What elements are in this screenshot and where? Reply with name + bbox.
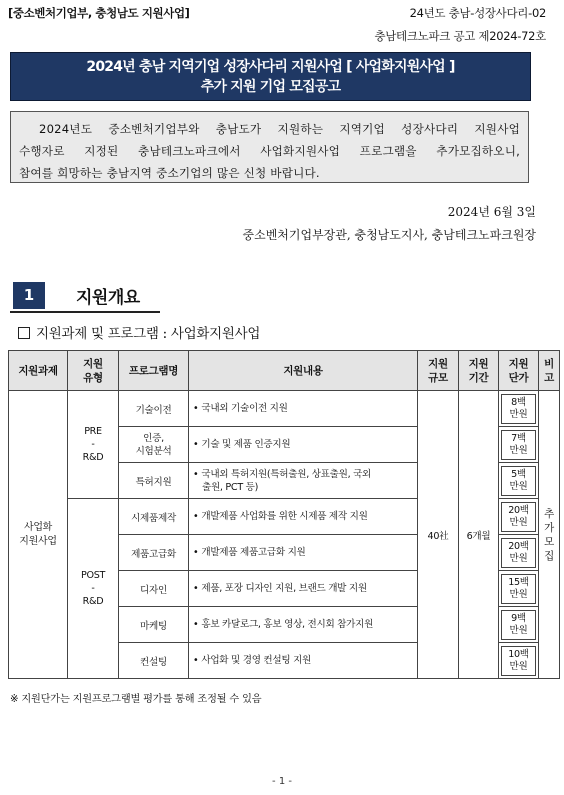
- content-text: 사업화 및 경영 컨설팅 지원: [201, 655, 312, 666]
- title-line-1: 2024년 충남 지역기업 성장사다리 지원사업 [ 사업화지원사업 ]: [86, 58, 455, 75]
- header-type-line1: 지원: [83, 357, 103, 370]
- header-unit-price: [499, 351, 539, 391]
- unit-label: 만원: [509, 588, 528, 600]
- unit-label: 만원: [509, 408, 528, 420]
- section-number-badge: 1: [13, 282, 45, 309]
- content-text-line2: 출원, PCT 등): [202, 481, 259, 493]
- title-line-2: 추가 지원 기업 모집공고: [200, 78, 341, 95]
- type-pre-label: PRE: [84, 426, 102, 437]
- type-post-label: POST: [80, 570, 106, 581]
- unit-amount: 20백: [508, 540, 529, 552]
- program-cell: [119, 535, 189, 571]
- unit-label: 만원: [509, 516, 528, 528]
- header-notice-number: 충남테크노파크 공고 제2024-72호: [374, 29, 546, 43]
- remark-char: 추: [544, 507, 554, 520]
- content-cell: [189, 499, 418, 535]
- unit-amount: 20백: [508, 504, 529, 516]
- table-row: [9, 391, 560, 427]
- scale-cell: 40社: [418, 391, 459, 679]
- header-scale-line2: 규모: [428, 371, 448, 384]
- program-name: 인증,: [143, 432, 164, 444]
- task-line-2: 지원사업: [19, 535, 57, 547]
- unit-label: 만원: [509, 552, 528, 564]
- unit-label: 만원: [509, 660, 528, 672]
- program-name: 디자인: [140, 584, 167, 596]
- content-text: 홍보 카달로그, 홍보 영상, 전시회 참가지원: [201, 619, 374, 630]
- header-remark-line1: 비: [544, 357, 554, 370]
- unit-price-cell: [499, 643, 539, 679]
- remark-char: 가: [544, 521, 554, 534]
- intro-line-2: 수행자로 지정된 충남테크노파크에서 사업화지원사업 프로그램을 추가모집하오니,: [19, 144, 520, 158]
- program-name: 마케팅: [140, 620, 167, 632]
- header-content: 지원내용: [189, 351, 418, 391]
- content-text: 제품, 포장 디자인 지원, 브랜드 개발 지원: [201, 583, 367, 594]
- content-cell: [189, 427, 418, 463]
- program-cell: [119, 427, 189, 463]
- bullet-icon: •: [193, 619, 199, 630]
- header-unit-line2: 단가: [508, 371, 529, 384]
- unit-price-cell: [499, 607, 539, 643]
- type-post-cell: [68, 499, 119, 679]
- unit-amount: 9백: [511, 612, 526, 624]
- task-line-1: 사업화: [23, 521, 53, 533]
- unit-price-cell: [499, 463, 539, 499]
- bullet-icon: •: [193, 547, 199, 558]
- header-remark-line2: 고: [544, 371, 554, 384]
- task-cell: [9, 391, 68, 679]
- program-cell: [119, 391, 189, 427]
- unit-price-cell: [499, 391, 539, 427]
- subheading: [18, 322, 260, 342]
- unit-amount: 15백: [508, 576, 529, 588]
- header-type-line2: 유형: [83, 371, 103, 384]
- content-text: 기술 및 제품 인증지원: [201, 439, 291, 450]
- intro-line-3: 참여를 희망하는 충남지역 중소기업의 많은 신청 바랍니다.: [19, 166, 320, 180]
- checkbox-square-icon: [18, 327, 30, 339]
- program-name: 시제품제작: [131, 512, 176, 524]
- bullet-icon: •: [193, 655, 199, 666]
- page-number: - 1 -: [272, 776, 292, 787]
- bullet-icon: •: [193, 583, 199, 594]
- content-cell: [189, 571, 418, 607]
- program-table: [8, 350, 560, 679]
- footnote: ※ 지원단가는 지원프로그램별 평가를 통해 조정될 수 있음: [10, 694, 262, 705]
- content-text: 개발제품 제품고급화 지원: [201, 547, 306, 558]
- type-pre-rd: R&D: [82, 452, 104, 463]
- bullet-icon: •: [193, 511, 199, 522]
- type-pre-dash: -: [91, 439, 95, 450]
- unit-price-cell: [499, 499, 539, 535]
- program-cell: [119, 643, 189, 679]
- header-scale-line1: 지원: [428, 357, 448, 370]
- program-cell: [119, 607, 189, 643]
- unit-amount: 10백: [508, 648, 529, 660]
- intro-box: [10, 111, 529, 183]
- type-post-dash: -: [91, 583, 95, 594]
- program-cell: [119, 463, 189, 499]
- unit-price-cell: [499, 535, 539, 571]
- content-text: 개발제품 사업화를 위한 시제품 제작 지원: [201, 511, 368, 522]
- subheading-text: 지원과제 및 프로그램 : 사업화지원사업: [36, 326, 261, 342]
- intro-line-1: 2024년도 중소벤처기업부와 충남도가 지원하는 지역기업 성장사다리 지원사업: [39, 122, 520, 136]
- program-cell: [119, 571, 189, 607]
- section-title: 지원개요: [76, 288, 140, 308]
- unit-price-cell: [499, 427, 539, 463]
- program-name: 컨설팅: [140, 656, 167, 668]
- header-scale: [418, 351, 459, 391]
- section-underline: [10, 311, 160, 313]
- program-name: 특허지원: [135, 476, 172, 488]
- remark-char: 집: [544, 549, 554, 562]
- bullet-icon: •: [193, 403, 199, 414]
- content-cell: [189, 535, 418, 571]
- unit-label: 만원: [509, 480, 528, 492]
- content-cell: [189, 391, 418, 427]
- header-program: 프로그램명: [119, 351, 189, 391]
- signers: 중소벤처기업부장관, 충청남도지사, 충남테크노파크원장: [242, 228, 536, 242]
- content-cell: [189, 607, 418, 643]
- period-cell: 6개월: [459, 391, 499, 679]
- title-banner: [10, 52, 531, 101]
- unit-amount: 5백: [511, 468, 526, 480]
- table-header-row: [9, 351, 560, 391]
- program-cell: [119, 499, 189, 535]
- unit-label: 만원: [509, 624, 528, 636]
- content-cell: [189, 463, 418, 499]
- unit-amount: 8백: [511, 396, 526, 408]
- unit-amount: 7백: [511, 432, 526, 444]
- header-doc-code: 24년도 충남-성장사다리-02: [409, 6, 546, 20]
- header-task: 지원과제: [9, 351, 68, 391]
- header-period-line1: 지원: [468, 357, 489, 370]
- program-name: 제품고급화: [131, 548, 176, 560]
- program-name-line2: 시험분석: [135, 445, 172, 457]
- content-text: 국내외 기술이전 지원: [201, 403, 288, 414]
- header-unit-line1: 지원: [508, 357, 529, 370]
- header-period-line2: 기간: [468, 371, 489, 384]
- bullet-icon: •: [193, 439, 199, 450]
- header-period: [459, 351, 499, 391]
- bullet-icon: •: [193, 468, 199, 480]
- type-pre-cell: [68, 391, 119, 499]
- remark-char: 모: [544, 535, 554, 548]
- header-remark: [539, 351, 560, 391]
- content-text: 국내외 특허지원(특허출원, 상표출원, 국외: [201, 468, 371, 480]
- unit-label: 만원: [509, 444, 528, 456]
- unit-price-cell: [499, 571, 539, 607]
- header-sponsor-label: [중소벤처기업부, 충청남도 지원사업]: [8, 6, 190, 20]
- program-name: 기술이전: [135, 404, 172, 416]
- content-cell: [189, 643, 418, 679]
- type-post-rd: R&D: [82, 596, 104, 607]
- remark-cell: [539, 391, 560, 679]
- header-type: [68, 351, 119, 391]
- announcement-date: 2024년 6월 3일: [447, 205, 536, 219]
